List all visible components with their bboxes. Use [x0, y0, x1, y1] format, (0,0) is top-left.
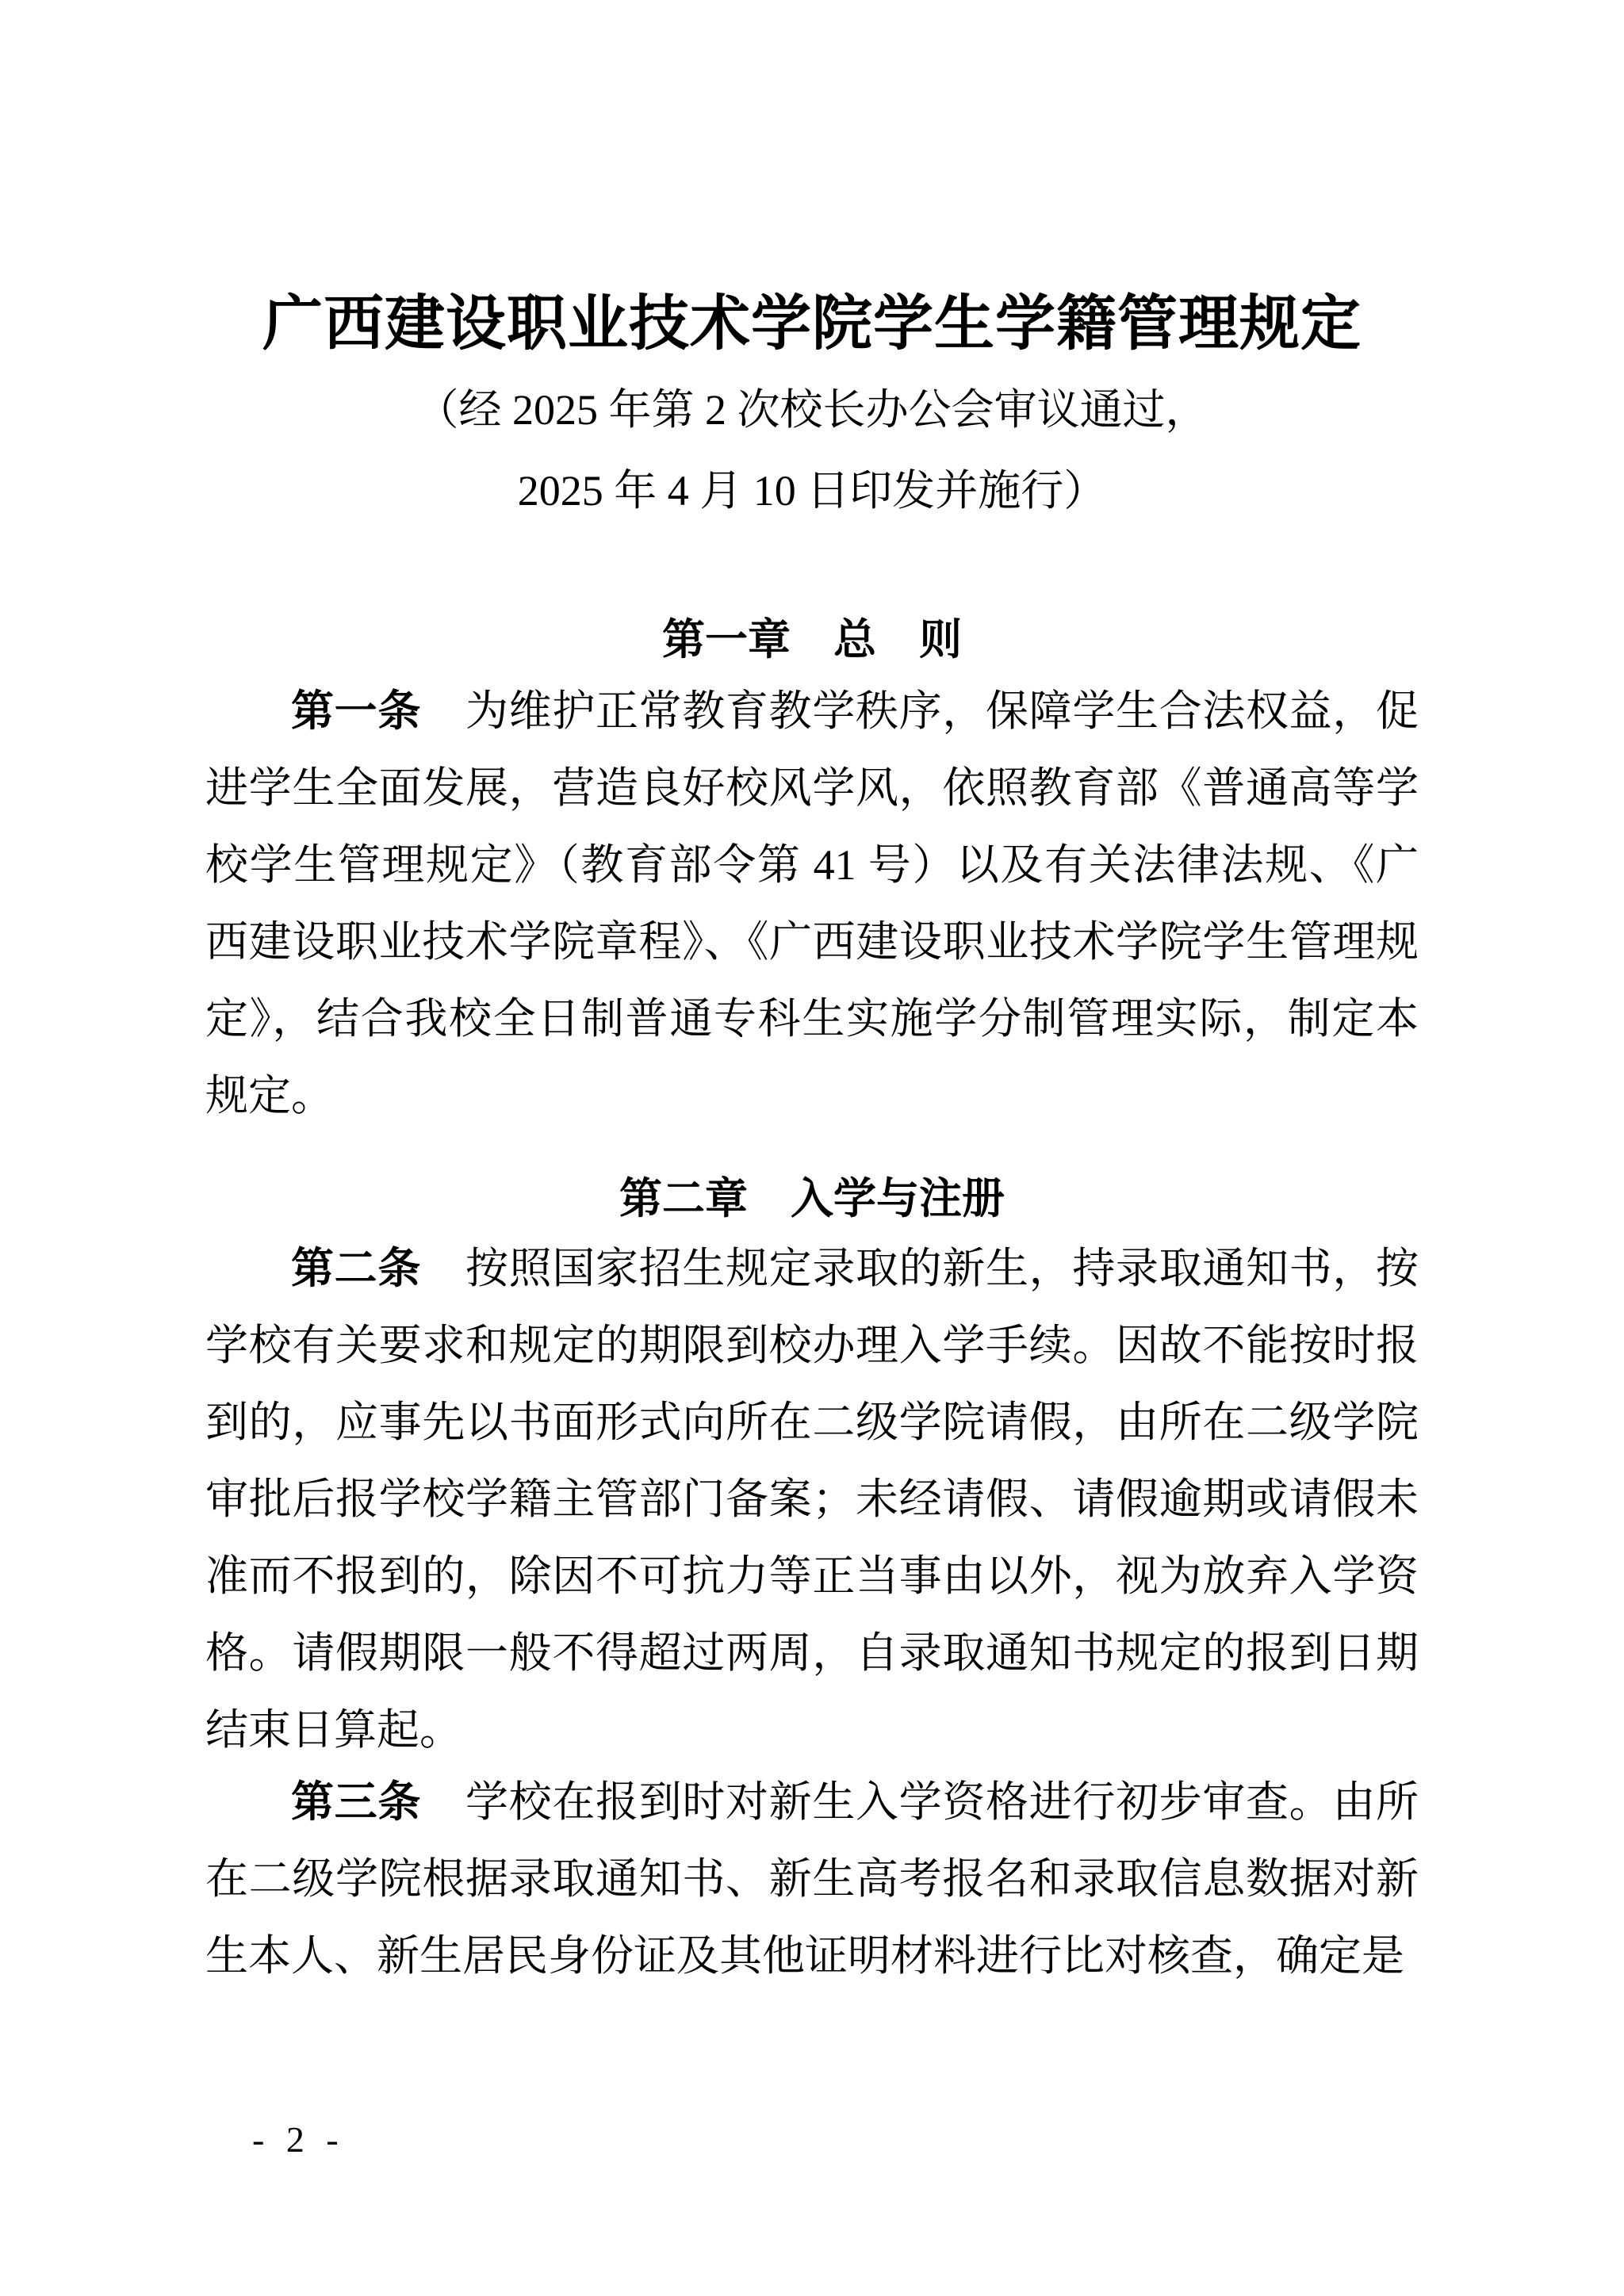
- article-3-label: 第三条: [291, 1778, 421, 1826]
- article-3-text: 学校在报到时对新生入学资格进行初步审查。由所在二级学院根据录取通知书、新生高考报名和录取信息数据对新生本人、新生居民身份证及其他证明材料进行比对核查，确定是: [205, 1778, 1419, 1980]
- article-2-text: 按照国家招生规定录取的新生，持录取通知书，按学校有关要求和规定的期限到校办理入学手续。因故不能按时报到的，应事先以书面形式向所在二级学院请假，由所在二级学院审批后报学校学籍主管部门备案；未经请假、请假逾期或请假未准而不报到的，除因不可抗力等正当事由以外，视为放弃入学资格。请假期限一般不得超过两周，自录取通知书规定的报到日期结束日算起。: [205, 1245, 1419, 1754]
- article-1-label: 第一条: [291, 687, 421, 735]
- article-3-paragraph: [205, 1764, 1419, 1995]
- approval-note-line-1: （经 2025 年第 2 次校长办公会审议通过，: [416, 386, 1208, 434]
- chapter-2-heading: 第二章 入学与注册: [619, 1175, 1005, 1223]
- approval-note-line-2: 2025 年 4 月 10 日印发并施行）: [517, 467, 1107, 515]
- article-1-text: 为维护正常教育教学秩序，保障学生合法权益，促进学生全面发展，营造良好校风学风，依照教育部《普通高等学校学生管理规定》（教育部令第 41 号）以及有关法律法规、《广西建设职业技术学院章程》、《广西建设职业技术学院学生管理规定》，结合我校全日制普通专科生实施学分制管理实际，制定本规定。: [205, 687, 1419, 1119]
- article-1-paragraph: [205, 673, 1419, 1135]
- chapter-1-heading: 第一章 总 则: [662, 616, 962, 664]
- article-2-label: 第二条: [291, 1245, 421, 1292]
- article-2-paragraph: [205, 1230, 1419, 1769]
- document-title: 广西建设职业技术学院学生学籍管理规定: [262, 291, 1362, 358]
- page-number: - 2 -: [252, 2119, 345, 2160]
